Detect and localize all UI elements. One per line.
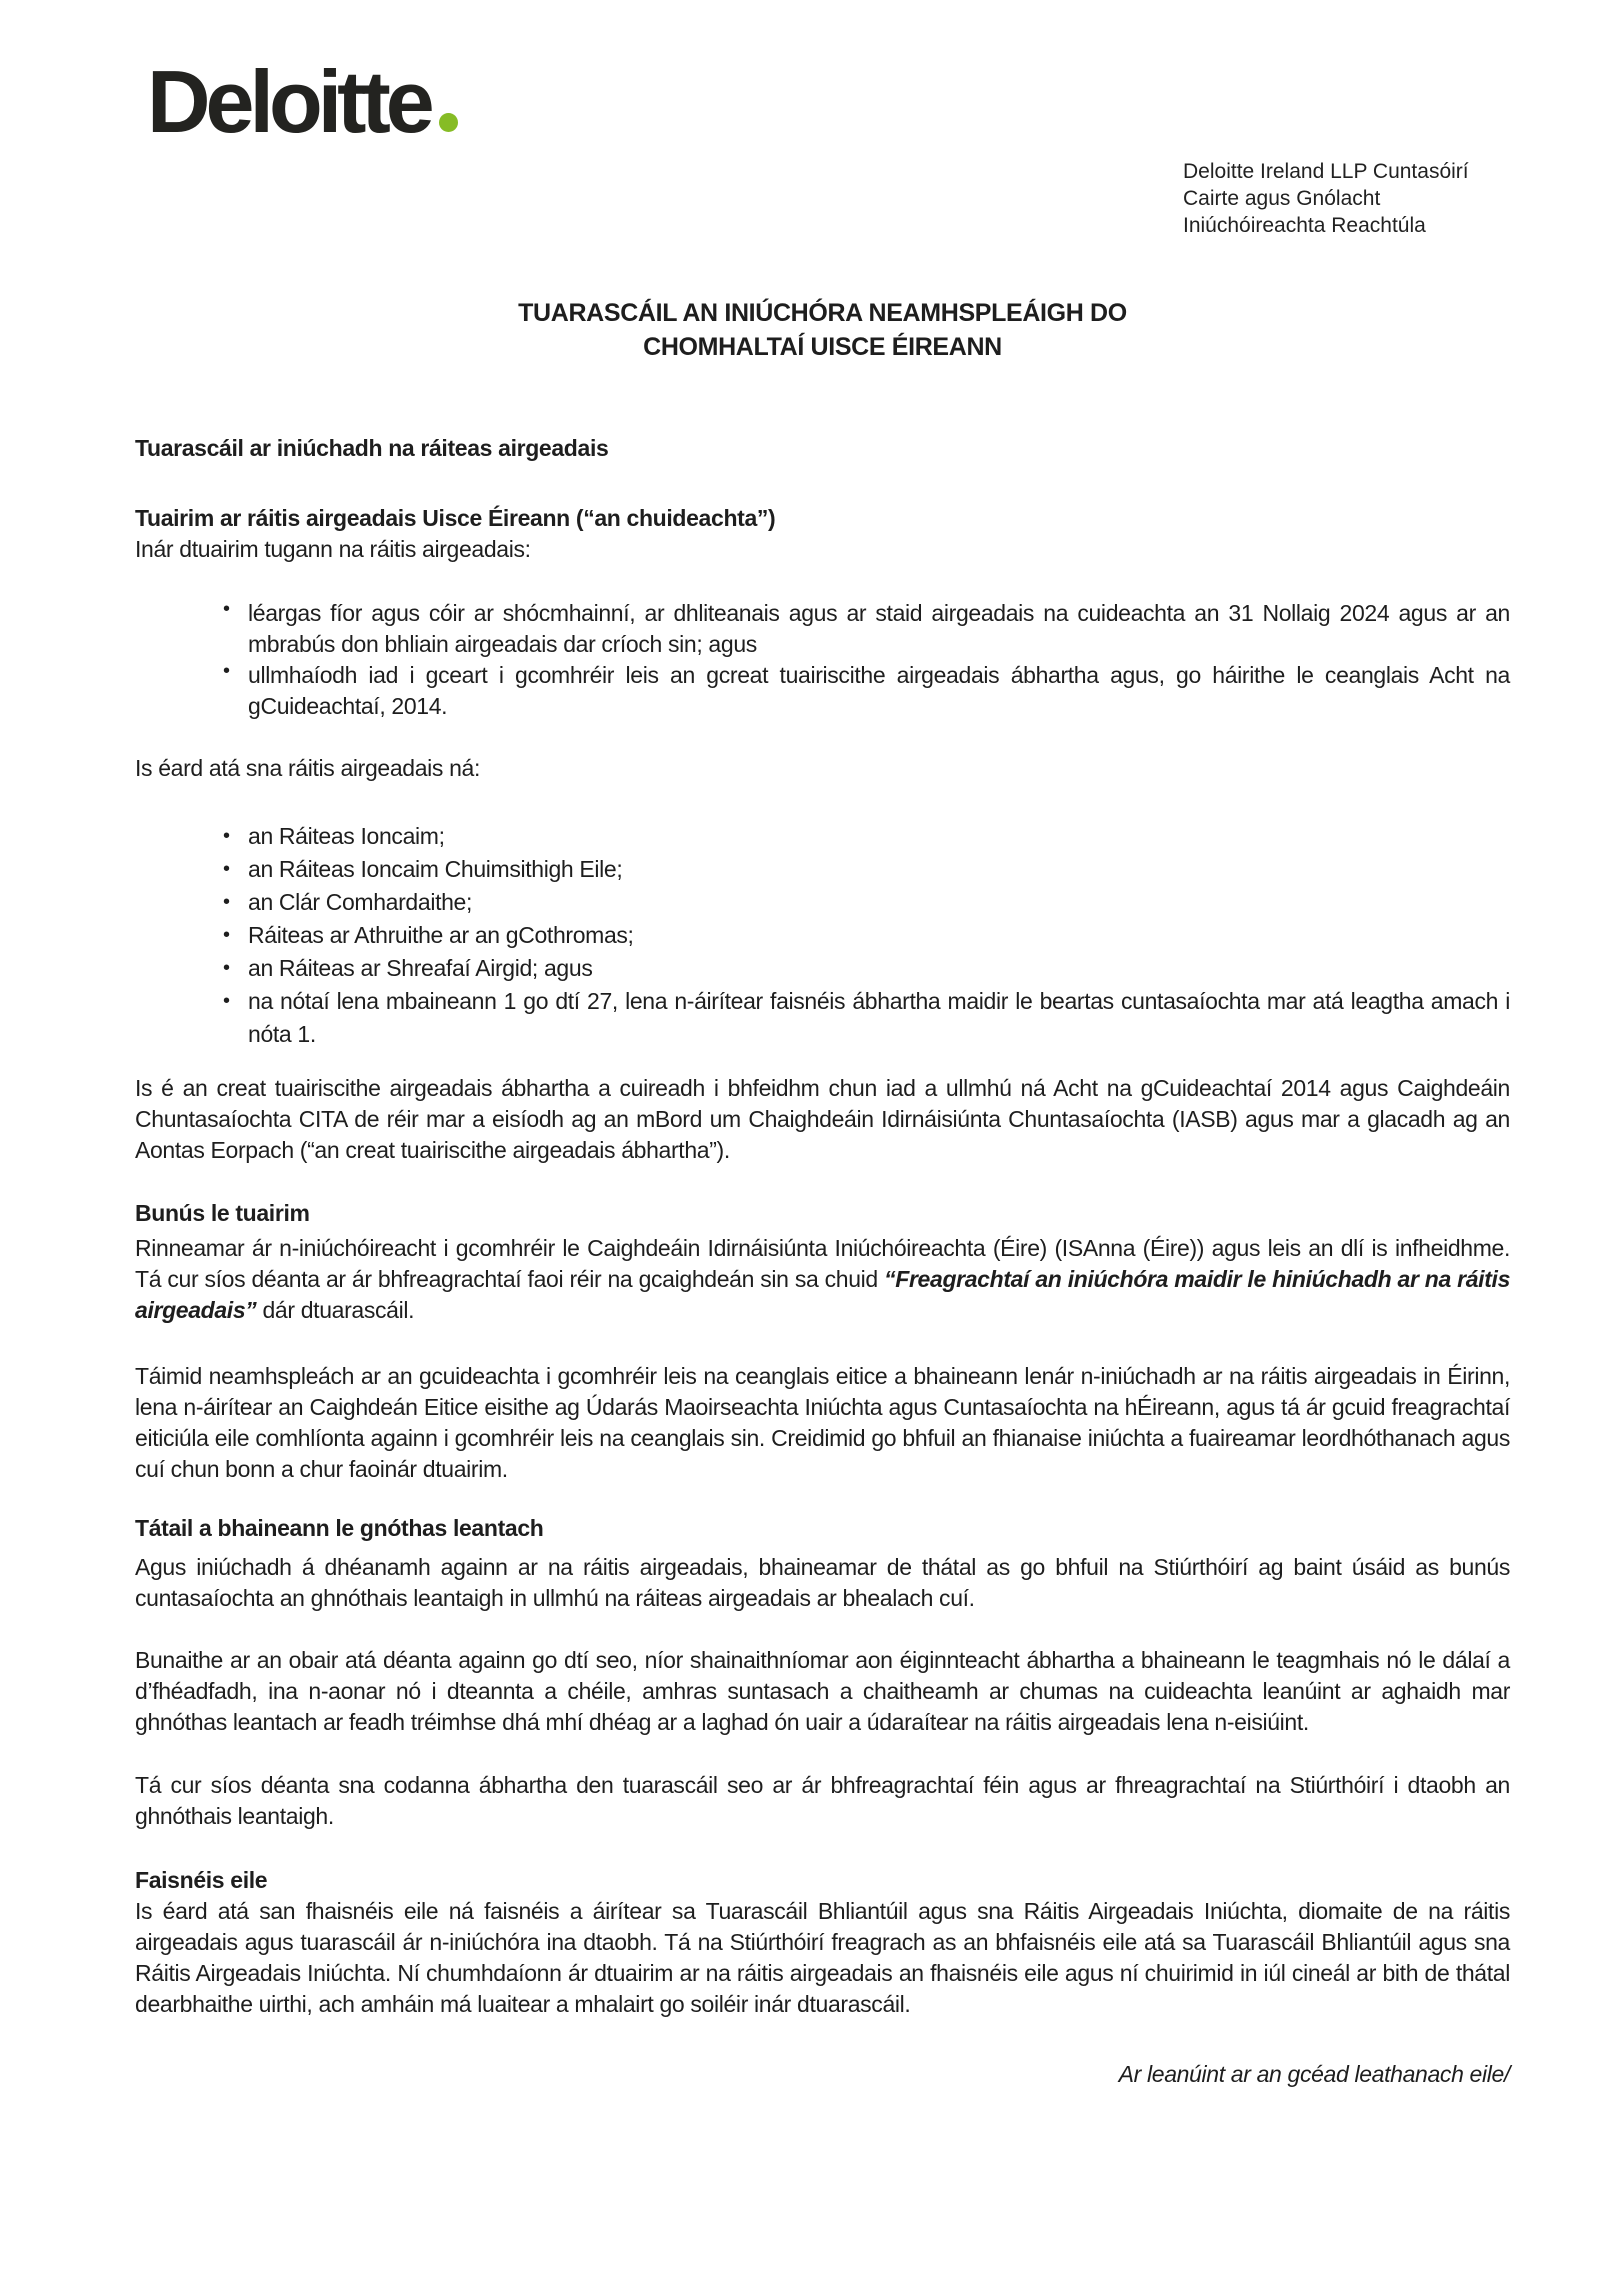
basis-text-before: Rinneamar ár n-iniúchóireacht i gcomhréir le Caighdeáin Idirnáisiúnta Iniúchóireachta (Éire) (ISAnna (Éire)) agus leis an dlí is infheidhme. Tá cur síos déanta ar ár bhfreagrachtaí faoi réir na gcaighdeán sin sa chuid	[135, 1235, 1510, 1292]
continuation-note: Ar leanúint ar an gcéad leathanach eile/	[1118, 2061, 1510, 2087]
paragraph-going-concern-1: Agus iniúchadh á dhéanamh againn ar na ráitis airgeadais, bhaineamar de thátal as go bhfuil na Stiúrthóirí ag baint úsáid as bunús cuntasaíochta an ghnóthais leantaigh in ullmhú na ráiteas airgeadais ar bhealach cuí.	[135, 1554, 1510, 1611]
bullet-icon: •	[223, 858, 230, 880]
letterhead	[1183, 158, 1469, 239]
heading-opinion: Tuairim ar ráitis airgeadais Uisce Éireann (“an chuideachta”)	[135, 505, 776, 531]
report-title-line-1: TUARASCÁIL AN INIÚCHÓRA NEAMHSPLEÁIGH DO	[518, 299, 1127, 327]
letterhead-line-2: Cairte agus Gnólacht	[1183, 187, 1381, 210]
list-item	[135, 660, 1510, 722]
list-item	[135, 952, 1510, 985]
paragraph-basis-1	[135, 1233, 1510, 1326]
list-item	[135, 820, 1510, 853]
logo-wordmark: Deloitte	[147, 52, 430, 151]
bullet-icon: •	[223, 990, 230, 1012]
bullet-icon: •	[223, 891, 230, 913]
list-item	[135, 919, 1510, 952]
list-item	[135, 853, 1510, 886]
logo-green-dot-icon	[439, 113, 458, 132]
bullet-icon: •	[223, 825, 230, 847]
list-item-text: an Ráiteas Ioncaim Chuimsithigh Eile;	[248, 856, 623, 882]
paragraph-other-information: Is éard atá san fhaisnéis eile ná faisnéis a áirítear sa Tuarascáil Bhliantúil agus sna Ráitis Airgeadais Iniúchta, diomaite de na ráitis airgeadais agus tuarascáil ár n-iniúchóra ina dtaobh. Tá na Stiúrthóirí freagrach as an bhfaisnéis eile atá sa Tuarascáil Bhliantúil agus sna Ráitis Airgeadais Iniúchta. Ní chumhdaíonn ár dtuairim ar na ráitis airgeadais an fhaisnéis eile agus ní chuirimid in iúl cineál ar bith de thátal dearbhaithe uirthi, ach amháin má luaitear a mhalairt go soiléir inár dtuarascáil.	[135, 1898, 1510, 2017]
bullet-icon: •	[223, 957, 230, 979]
list-item-text: an Ráiteas Ioncaim;	[248, 823, 445, 849]
paragraph-going-concern-3: Tá cur síos déanta sna codanna ábhartha den tuarascáil seo ar ár bhfreagrachtaí féin agus ar fhreagrachtaí na Stiúrthóirí i dtaobh an ghnóthais leantaigh.	[135, 1772, 1510, 1829]
basis-text-italic: “Freagrachtaí an iniúchóra maidir le hiniúchadh ar na ráitis airgeadais”	[135, 1266, 1511, 1323]
list-item-text: Ráiteas ar Athruithe ar an gCothromas;	[248, 922, 634, 948]
basis-text-after: dár dtuarascáil.	[256, 1297, 415, 1323]
heading-other-information: Faisnéis eile	[135, 1867, 268, 1893]
paragraph-going-concern-2: Bunaithe ar an obair atá déanta againn go dtí seo, níor shainaithníomar aon éiginnteacht ábhartha a bhaineann le teagmhais nó le dálaí a d’fhéadfadh, ina n-aonar nó i dteannta a chéile, amhras suntasach a chaitheamh ar chumas na cuideachta leanúint ar aghaidh mar ghnóthas leantach ar feadh tréimhse dhá mhí dhéag ar a laghad ón uair a údaraítear na ráitis airgeadais lena n-eisiúint.	[135, 1647, 1510, 1735]
list-item	[135, 598, 1510, 660]
list-item-text: na nótaí lena mbaineann 1 go dtí 27, lena n-áirítear faisnéis ábhartha maidir le beartas cuntasaíochta mar atá leagtha amach i nóta 1.	[248, 988, 1510, 1047]
heading-basis-for-opinion: Bunús le tuairim	[135, 1200, 310, 1226]
report-title	[135, 296, 1510, 364]
list-item-text: léargas fíor agus cóir ar shócmhainní, ar dhliteanais agus ar staid airgeadais na cuideachta an 31 Nollaig 2024 agus ar an mbrabús don bhliain airgeadais dar críoch sin; agus	[248, 600, 1510, 657]
report-title-line-2: CHOMHALTAÍ UISCE ÉIREANN	[643, 333, 1002, 361]
paragraph-framework: Is é an creat tuairiscithe airgeadais ábhartha a cuireadh i bhfeidhm chun iad a ullmhú ná Acht na gCuideachtaí 2014 agus Caighdeáin Chuntasaíochta CITA de réir mar a eisíodh ag an mBord um Chaighdeáin Idirnáisiúnta Chuntasaíochta (IASB) agus mar a glacadh ag an Aontas Eorpach (“an creat tuairiscithe airgeadais ábhartha”).	[135, 1075, 1510, 1163]
letterhead-line-1: Deloitte Ireland LLP Cuntasóirí	[1183, 160, 1469, 183]
paragraph-opinion-intro: Inár dtuairim tugann na ráitis airgeadais:	[135, 536, 531, 562]
deloitte-logo	[147, 52, 458, 152]
opinion-bullet-list	[135, 598, 1510, 722]
letterhead-line-3: Iniúchóireachta Reachtúla	[1183, 214, 1426, 237]
list-item	[135, 886, 1510, 919]
list-item-text: an Clár Comhardaithe;	[248, 889, 473, 915]
list-item-text: an Ráiteas ar Shreafaí Airgid; agus	[248, 955, 593, 981]
list-item	[135, 985, 1510, 1051]
statements-bullet-list	[135, 820, 1510, 1051]
bullet-icon: •	[223, 924, 230, 946]
heading-report: Tuarascáil ar iniúchadh na ráiteas airgeadais	[135, 435, 609, 461]
bullet-icon: •	[223, 598, 230, 620]
heading-going-concern: Tátail a bhaineann le gnóthas leantach	[135, 1515, 544, 1541]
list-item-text: ullmhaíodh iad i gceart i gcomhréir leis an gcreat tuairiscithe airgeadais ábhartha agus, go háirithe le ceanglais Acht na gCuideachtaí, 2014.	[248, 662, 1510, 719]
report-body	[135, 296, 1510, 2090]
bullet-icon: •	[223, 660, 230, 682]
paragraph-statements-intro: Is éard atá sna ráitis airgeadais ná:	[135, 755, 481, 781]
paragraph-basis-2: Táimid neamhspleách ar an gcuideachta i gcomhréir leis na ceanglais eitice a bhaineann lenár n-iniúchadh ar na ráitis airgeadais in Éirinn, lena n-áirítear an Caighdeán Eitice eisithe ag Údarás Maoirseachta Iniúchta agus Cuntasaíochta na hÉireann, agus tá ár gcuid freagrachtaí eiticiúla eile comhlíonta againn i gcomhréir leis na ceanglais sin. Creidimid go bhfuil an fhianaise iniúchta a fuaireamar leordhóthanach agus cuí chun bonn a chur faoinár dtuairim.	[135, 1363, 1510, 1482]
